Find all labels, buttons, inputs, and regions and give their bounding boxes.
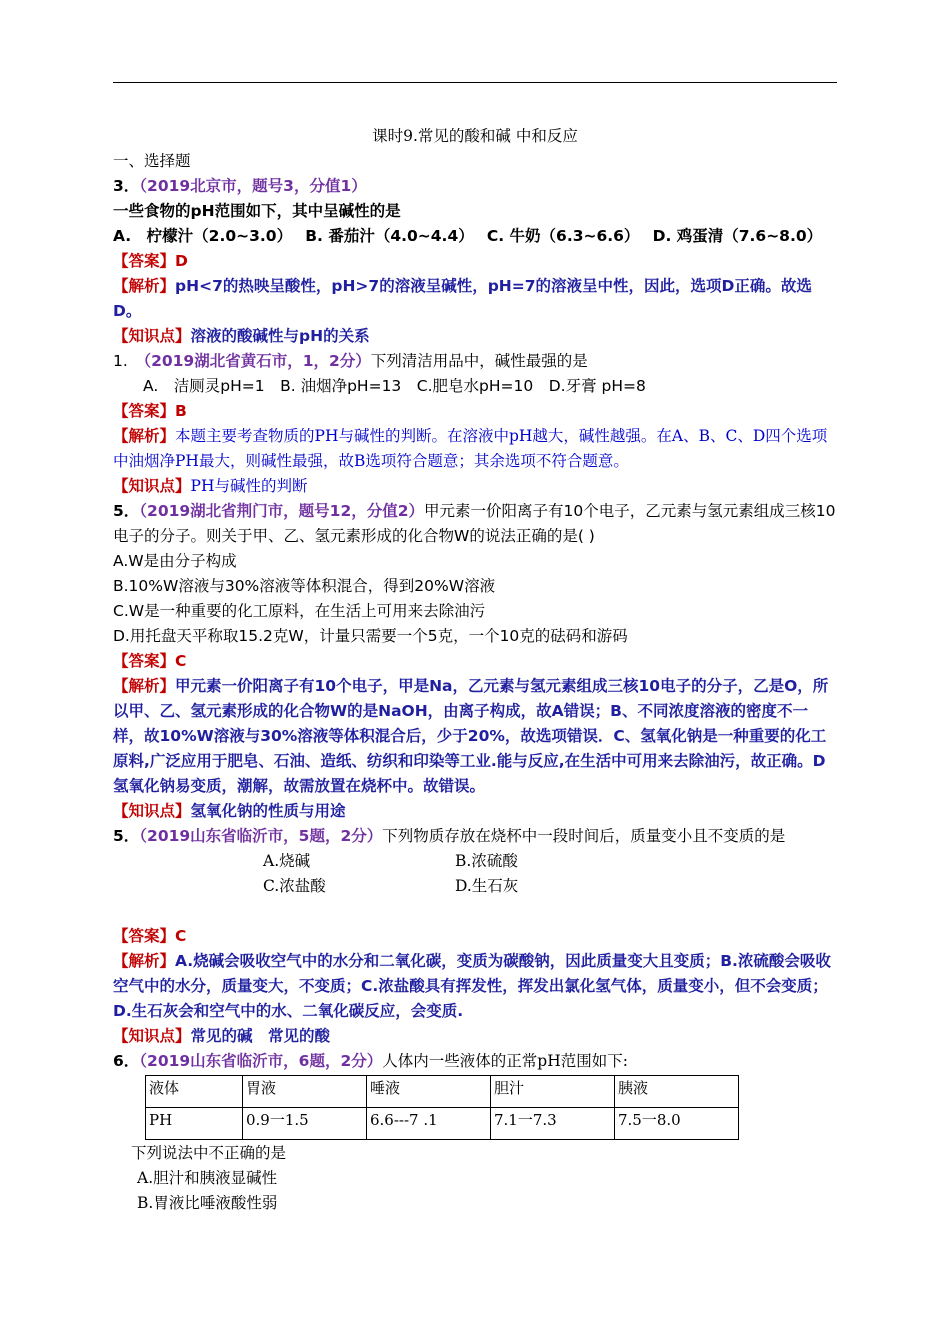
question-5-option-b: B.胃液比唾液酸性弱 [137,1194,278,1212]
question-1-number: 3． [113,177,140,195]
question-4-number: 5． [113,827,140,845]
analysis-text: 本题主要考查物质的PH与碱性的判断。在溶液中pH越大，碱性越强。在A、B、C、D四个选项中油烟净PH最大，则碱性最强，故B选项符合题意；其余选项不符合题意。 [113,427,828,470]
question-3-option-d: D.用托盘天平称取15.2克W，计量只需要一个5克，一个10克的砝码和游码 [113,627,628,645]
table-cell: 6.6---7 .1 [367,1108,491,1140]
knowledge-label: 【知识点】 [113,327,191,345]
question-4-options [113,849,837,899]
question-5-source: （2019山东省临沂市，6题，2分） [139,1052,383,1070]
question-2-analysis [113,424,837,474]
question-2-knowledge [113,474,837,499]
analysis-text: pH<7的热映呈酸性，pH>7的溶液呈碱性，pH=7的溶液呈中性，因此，选项D正确。故选D。 [113,277,812,320]
question-5-option-a: A.胆汁和胰液显碱性 [137,1169,278,1187]
question-4-option-c: C.浓盐酸 [263,877,326,895]
knowledge-label: 【知识点】 [113,1027,191,1045]
table-cell: 0.9一1.5 [243,1108,367,1140]
table-cell: 7.1一7.3 [491,1108,615,1140]
question-1-analysis [113,274,837,324]
question-3-option-b: B.10%W溶液与30%溶液等体积混合，得到20%W溶液 [113,577,496,595]
question-3-answer: 【答案】C [113,652,187,670]
question-3-number: 5． [113,502,140,520]
table-cell: 液体 [146,1076,243,1108]
header-rule [113,82,837,83]
question-4-option-d: D.生石灰 [455,877,519,895]
knowledge-label: 【知识点】 [113,802,191,820]
question-4-option-b: B.浓硫酸 [455,852,518,870]
question-2-answer: 【答案】B [113,402,187,420]
table-row [146,1108,739,1140]
analysis-text: 甲元素一价阳离子有10个电子，甲是Na，乙元素与氢元素组成三核10电子的分子，乙是O，所以甲、乙、氢元素形成的化合物W的是NaOH，由离子构成，故A错误；B、不同浓度溶液的密度不一样，故10%W溶液与30%溶液等体积混合后，少于20%，故选项错误．C、氢氧化钠是一种重要的化工原料,广泛应用于肥皂、石油、造纸、纺织和印染等工业.能与反应,在生活中可用来去除油污，故正确。D氢氧化钠易变质，潮解，故需放置在烧杯中。故错误。 [113,677,829,795]
question-3-option-c: C.W是一种重要的化工原料，在生活上可用来去除油污 [113,602,486,620]
question-4-header [113,824,837,849]
question-2-source: （2019湖北省黄石市，1，2分） [143,352,371,370]
ph-table [145,1075,739,1140]
question-3-analysis [113,674,837,799]
document-page [113,124,837,1216]
question-1-header [113,174,837,199]
knowledge-text: 氢氧化钠的性质与用途 [190,802,346,820]
knowledge-label: 【知识点】 [113,477,191,495]
spacer [113,899,837,924]
question-1-answer: 【答案】D [113,252,188,270]
analysis-label: 【解析】 [113,427,176,445]
section-heading: 一、选择题 [113,152,191,170]
question-3-option-a: A.W是由分子构成 [113,552,237,570]
question-1-options: A. 柠檬汁（2.0~3.0） B. 番茄汁（4.0~4.4） C. 牛奶（6.3~6.6） D. 鸡蛋清（7.6~8.0） [113,227,823,245]
question-1-stem: 一些食物的pH范围如下，其中呈碱性的是 [113,202,401,220]
question-2-header [113,349,837,374]
question-1-knowledge [113,324,837,349]
question-3-knowledge [113,799,837,824]
table-cell: 唾液 [367,1076,491,1108]
question-4-analysis [113,949,837,1024]
question-2-options: A. 洁厕灵pH=1 B. 油烟净pH=13 C.肥皂水pH=10 D.牙膏 pH=8 [143,377,646,395]
analysis-label: 【解析】 [113,952,176,970]
table-cell: 胆汁 [491,1076,615,1108]
question-5-prompt: 下列说法中不正确的是 [131,1144,287,1162]
table-header-row [146,1076,739,1108]
question-3-source: （2019湖北省荆门市，题号12，分值2） [139,502,425,520]
knowledge-text: 溶液的酸碱性与pH的关系 [190,327,370,345]
table-cell: 胃液 [243,1076,367,1108]
question-4-knowledge [113,1024,837,1049]
table-cell: 7.5一8.0 [615,1108,739,1140]
table-cell: 胰液 [615,1076,739,1108]
table-cell: PH [146,1108,243,1140]
question-4-stem: 下列物质存放在烧杯中一段时间后，质量变小且不变质的是 [382,827,786,845]
question-3-stem: 甲元素一价阳离子有10个电子，乙元素与氢元素组成三核10电子的分子。则关于甲、乙、氢元素形成的化合物W的说法正确的是( ) [113,502,836,545]
analysis-label: 【解析】 [113,277,176,295]
question-3-header [113,499,837,549]
knowledge-text: 常见的碱 常见的酸 [190,1027,331,1045]
question-5-number: 6． [113,1052,140,1070]
question-4-source: （2019山东省临沂市，5题，2分） [139,827,383,845]
question-4-option-a: A.烧碱 [263,852,311,870]
question-1-source: （2019北京市，题号3，分值1） [139,177,367,195]
question-5-stem: 人体内一些液体的正常pH范围如下: [382,1052,628,1070]
question-2-number: 1. [113,352,128,370]
question-2-stem: 下列清洁用品中，碱性最强的是 [370,352,588,370]
question-4-answer: 【答案】C [113,927,187,945]
analysis-label: 【解析】 [113,677,176,695]
analysis-text: A.烧碱会吸收空气中的水分和二氧化碳，变质为碳酸钠，因此质量变大且变质；B.浓硫酸会吸收空气中的水分，质量变大，不变质；C.浓盐酸具有挥发性，挥发出氯化氢气体，质量变小，但不会变质；D.生石灰会和空气中的水、二氧化碳反应，会变质. [113,952,831,1020]
question-5-header [113,1049,837,1074]
knowledge-text: PH与碱性的判断 [190,477,308,495]
page-title: 课时9.常见的酸和碱 中和反应 [372,127,578,145]
